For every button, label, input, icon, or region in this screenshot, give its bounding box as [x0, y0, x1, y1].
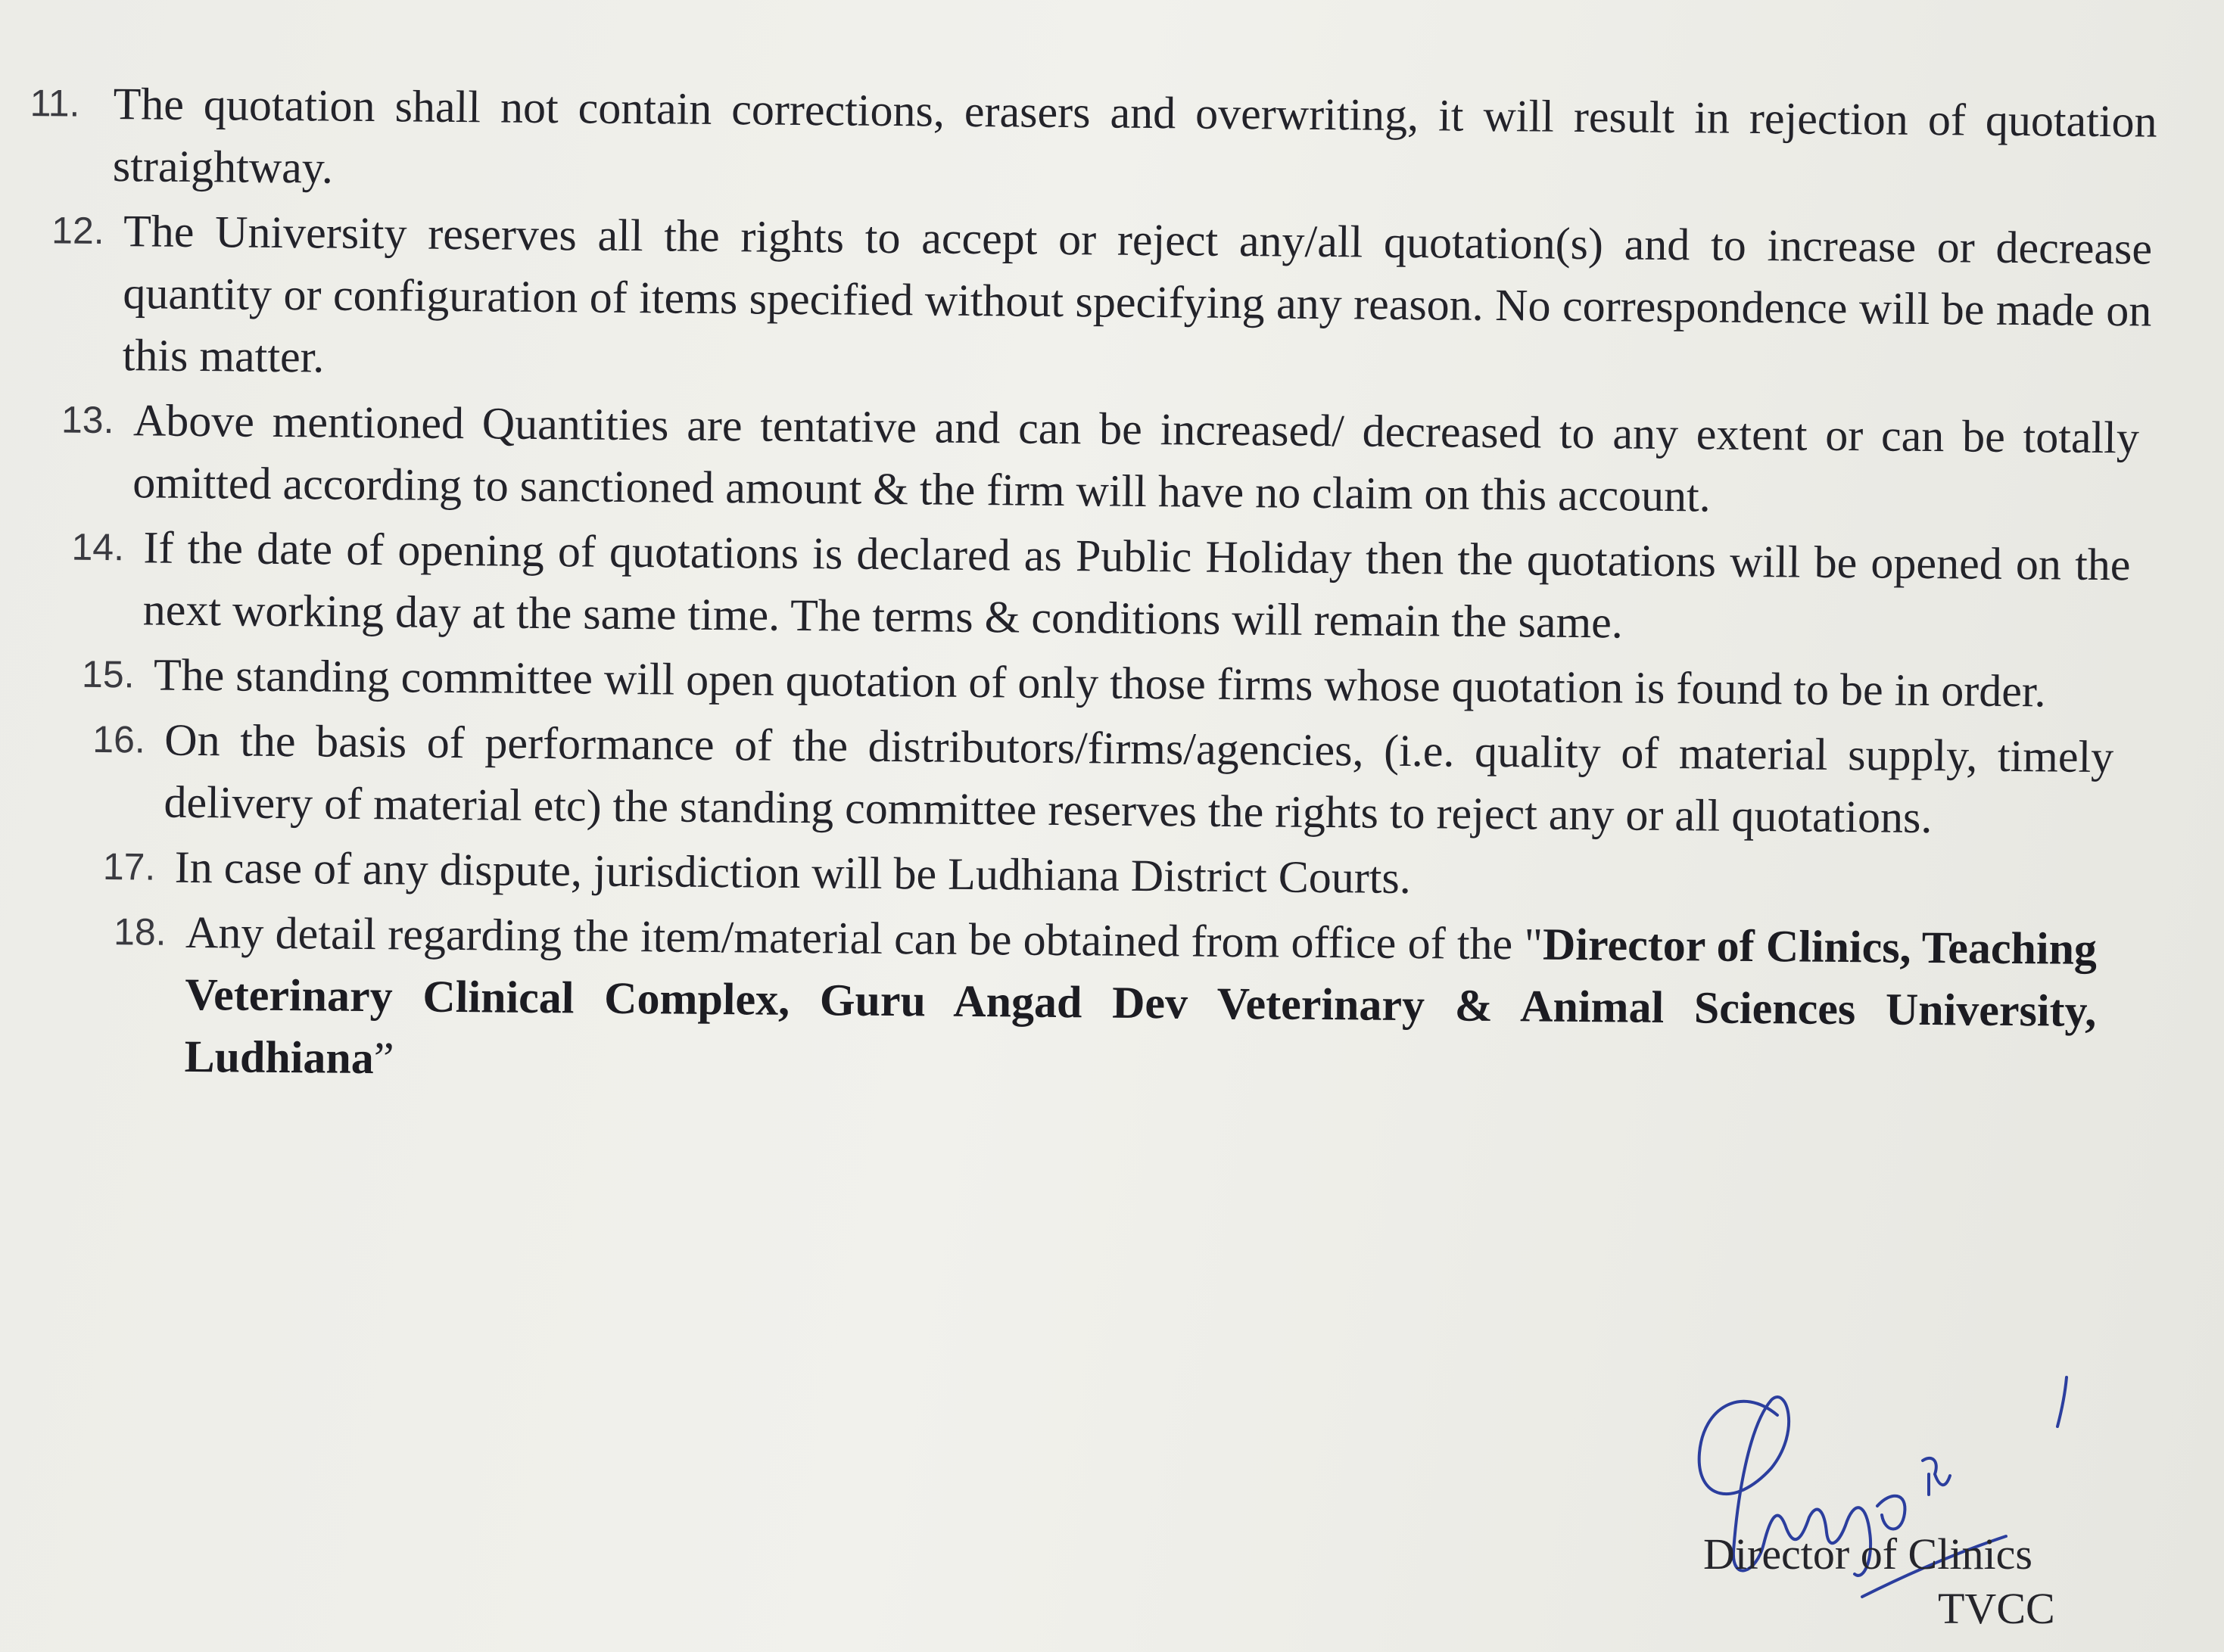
- clause-number: 14.: [71, 525, 125, 569]
- clause-number: 11.: [30, 82, 80, 125]
- clause-11: [30, 73, 2157, 215]
- clause-number: 12.: [51, 209, 104, 252]
- clause-text: On the basis of performance of the distributors/firms/agencies, (i.e. quality of material supply, timely delivery of material etc) the standing committee reserves the rights to reject any or all quotations.: [164, 714, 2114, 843]
- clause-number: 15.: [81, 652, 135, 696]
- clause-number: 17.: [102, 845, 156, 888]
- clause-text: The University reserves all the rights to accept or reject any/all quotation(s) and to increase or decrease quantity or configuration of items specified without specifying any reason. No correspondence will be made on this matter.: [122, 206, 2153, 382]
- signature-block: [1688, 1355, 2112, 1642]
- clause-18: [113, 901, 2098, 1104]
- clause-16: [92, 709, 2114, 850]
- terms-list: [14, 72, 2165, 1108]
- clause-text-lead: Any detail regarding the item/material can be obtained from office of the ": [185, 907, 1543, 969]
- clause-text: In case of any dispute, jurisdiction will be Ludhiana District Courts.: [174, 842, 1412, 904]
- clause-text: The quotation shall not contain corrections, erasers and overwriting, it will result in rejection of quotation straightway.: [112, 79, 2157, 193]
- clause-text: Above mentioned Quantities are tentative and can be increased/ decreased to any extent or can be totally omitted according to sanctioned amount & the firm will have no claim on this account.: [132, 395, 2140, 521]
- signatory-org: TVCC: [1938, 1584, 2055, 1633]
- clause-number: 18.: [113, 910, 167, 954]
- signatory-title: Director of Clinics: [1703, 1529, 2032, 1579]
- clause-number: 13.: [61, 398, 114, 442]
- clause-13: [61, 389, 2140, 530]
- clause-text: [184, 901, 2097, 1104]
- clause-12: [51, 200, 2153, 403]
- clause-number: 16.: [92, 717, 146, 761]
- clause-14: [71, 516, 2131, 658]
- office-address: Director of Clinics, Teaching Veterinary Clinical Complex, Guru Angad Dev Veterinary & Animal Sciences University, Ludhiana: [184, 919, 2098, 1084]
- clause-text: The standing committee will open quotation of only those firms whose quotation is found to be in order.: [153, 649, 2046, 717]
- clause-text: If the date of opening of quotations is declared as Public Holiday then the quotations will be opened on the next working day at the same time. The terms & conditions will remain the same.: [142, 522, 2131, 648]
- closing-quote: ”: [373, 1033, 394, 1084]
